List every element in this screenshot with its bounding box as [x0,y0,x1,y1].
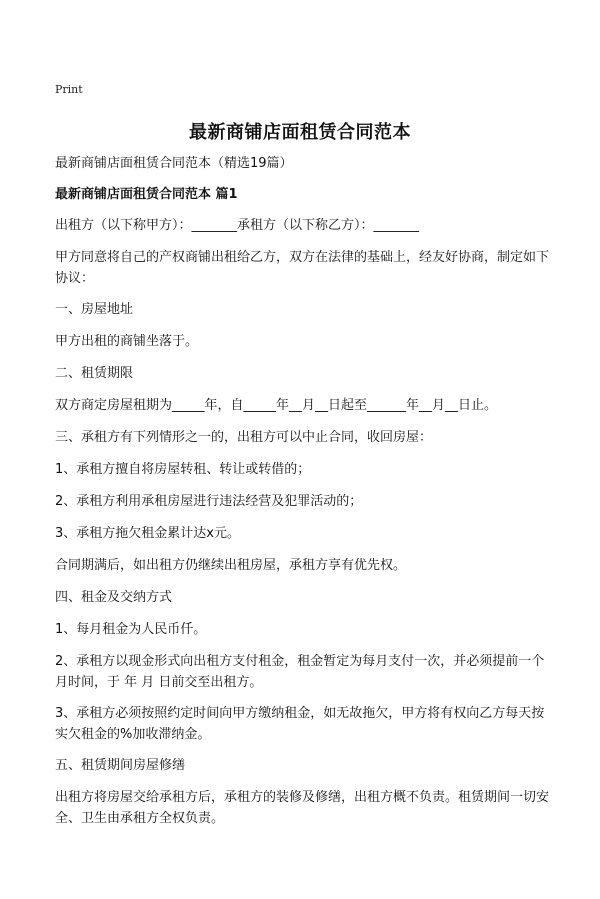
section-heading: 最新商铺店面租赁合同范本 篇1 [55,187,238,202]
document-subtitle: 最新商铺店面租赁合同范本（精选19篇） [55,156,293,171]
print-link[interactable]: Print [55,83,83,96]
rent-item-3: 3、承租方必须按照约定时间向甲方缴纳租金，如无故拖欠，甲方将有权向乙方每天按实欠租金的%加收滞纳金。 [55,706,545,742]
termination-item-1: 1、承租方擅自将房屋转租、转让或转借的； [55,462,311,477]
termination-item-3: 3、承租方拖欠租金累计达x元。 [55,526,240,541]
clause-heading-termination: 三、承租方有下列情形之一的，出租方可以中止合同，收回房屋： [55,430,433,445]
rent-item-2: 2、承租方以现金形式向出租方支付租金，租金暂定为每月支付一次，并必须提前一个月时间，于 年 月 日前交至出租方。 [55,654,545,690]
clause-heading-rent: 四、租金及交纳方式 [55,590,173,605]
termination-item-2: 2、承租方利用承租房屋进行违法经营及犯罪活动的； [55,494,363,509]
repair-text: 出租方将房屋交给承租方后，承租方的装修及修缮，出租方概不负责。租赁期间一切安全、卫生由承租方全权负责。 [55,790,550,826]
clause-heading-repair: 五、租赁期间房屋修缮 [55,758,186,773]
clause-heading-term: 二、租赁期限 [55,366,134,381]
document-title: 最新商铺店面租赁合同范本 [189,122,411,143]
priority-text: 合同期满后，如出租方仍继续出租房屋，承租方享有优先权。 [55,558,407,573]
term-text: 双方商定房屋租期为_____年，自_____年__月__日起至______年__月__日止。 [55,398,498,413]
address-text: 甲方出租的商铺坐落于。 [55,334,199,349]
agreement-intro: 甲方同意将自己的产权商铺出租给乙方，双方在法律的基础上，经友好协商，制定如下协议： [55,250,550,286]
clause-heading-address: 一、房屋地址 [55,302,134,317]
rent-item-1: 1、每月租金为人民币仟。 [55,622,207,637]
parties-line: 出租方（以下称甲方）：_______承租方（以下称乙方）：_______ [55,218,420,233]
